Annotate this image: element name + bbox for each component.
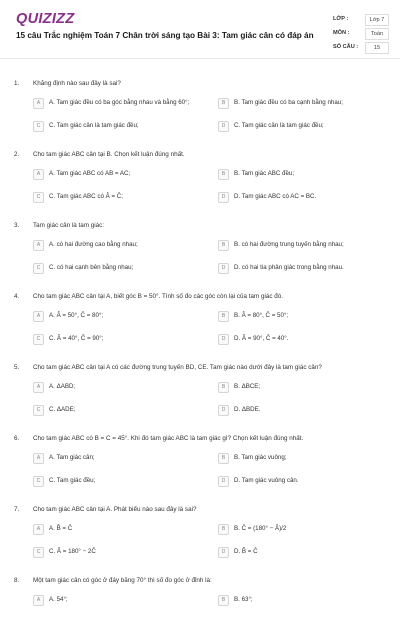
answer-option-a[interactable] — [33, 97, 198, 109]
option-letter-badge: A — [33, 169, 44, 180]
option-letter-badge: A — [33, 98, 44, 109]
question-number: 8. — [14, 577, 20, 584]
question-block — [0, 216, 400, 287]
option-letter-badge: D — [218, 405, 229, 416]
question-block — [0, 287, 400, 358]
option-text: D. có hai tia phân giác trong bằng nhau. — [234, 264, 344, 271]
question-text: Cho tam giác ABC cân tại A. Phát biểu nào sau đây là sai? — [33, 506, 197, 513]
answer-option-b[interactable] — [218, 310, 383, 322]
option-letter-badge: A — [33, 311, 44, 322]
option-text: C. ΔADE; — [49, 406, 76, 413]
option-letter-badge: C — [33, 263, 44, 274]
answer-option-b[interactable] — [218, 97, 383, 109]
option-text: D. B̂ = Ĉ — [234, 548, 258, 555]
option-letter-badge: A — [33, 453, 44, 464]
option-letter-badge: D — [218, 476, 229, 487]
answer-option-d[interactable] — [218, 191, 383, 203]
answer-option-d[interactable] — [218, 120, 383, 132]
option-text: A. B̂ = Ĉ — [49, 525, 73, 532]
question-number: 2. — [14, 151, 20, 158]
answer-option-c[interactable] — [33, 120, 198, 132]
option-text: B. Tam giác vuông; — [234, 454, 287, 461]
option-text: C. Â = 180° − 2Ĉ — [49, 548, 96, 555]
answer-option-a[interactable] — [33, 523, 198, 535]
answer-option-a[interactable] — [33, 594, 198, 606]
option-letter-badge: C — [33, 334, 44, 345]
question-block — [0, 571, 400, 642]
option-text: D. Â = 90°, Ĉ = 40°. — [234, 335, 289, 342]
answer-option-a[interactable] — [33, 310, 198, 322]
meta-value-count: 15 — [365, 42, 389, 54]
meta-label-subject: MÔN : — [333, 30, 350, 36]
option-letter-badge: D — [218, 334, 229, 345]
option-text: D. Tam giác ABC có AC = BC. — [234, 193, 317, 200]
option-text: C. Tam giác ABC có Â = Ĉ; — [49, 193, 123, 200]
answer-option-b[interactable] — [218, 594, 383, 606]
quiz-meta — [333, 14, 393, 56]
meta-row-count — [333, 42, 393, 56]
option-letter-badge: C — [33, 547, 44, 558]
quizizz-logo[interactable]: QUIZIZZ — [16, 11, 75, 27]
answer-option-d[interactable] — [218, 475, 383, 487]
option-letter-badge: B — [218, 453, 229, 464]
question-text: Cho tam giác ABC cân tại A có các đường trung tuyến BD, CE. Tam giác nào dưới đây là tam giác cân? — [33, 364, 322, 371]
option-text: B. ΔBCE; — [234, 383, 261, 390]
option-letter-badge: C — [33, 405, 44, 416]
answer-option-b[interactable] — [218, 239, 383, 251]
option-letter-badge: C — [33, 476, 44, 487]
option-text: B. Tam giác ABC đều; — [234, 170, 295, 177]
question-text: Tam giác cân là tam giác: — [33, 222, 105, 229]
option-letter-badge: B — [218, 169, 229, 180]
page-title: 15 câu Trắc nghiệm Toán 7 Chân trời sáng tạo Bài 3: Tam giác cân có đáp án — [16, 31, 314, 40]
question-list — [0, 74, 400, 642]
option-text: A. Tam giác ABC có AB = AC; — [49, 170, 131, 177]
answer-option-c[interactable] — [33, 546, 198, 558]
option-text: A. Tam giác cân; — [49, 454, 95, 461]
question-block — [0, 500, 400, 571]
option-letter-badge: D — [218, 192, 229, 203]
option-text: A. Â = 50°, Ĉ = 80°; — [49, 312, 104, 319]
meta-label-count: SỐ CÂU : — [333, 44, 359, 50]
option-letter-badge: C — [33, 121, 44, 132]
answer-option-a[interactable] — [33, 452, 198, 464]
option-text: C. Tam giác cân là tam giác đều; — [49, 122, 139, 129]
answer-option-c[interactable] — [33, 475, 198, 487]
answer-option-c[interactable] — [33, 191, 198, 203]
question-number: 5. — [14, 364, 20, 371]
answer-option-d[interactable] — [218, 546, 383, 558]
option-letter-badge: B — [218, 311, 229, 322]
meta-value-subject: Toán — [365, 28, 389, 40]
answer-option-b[interactable] — [218, 452, 383, 464]
question-block — [0, 145, 400, 216]
option-letter-badge: D — [218, 263, 229, 274]
meta-label-grade: LỚP : — [333, 16, 349, 22]
question-number: 3. — [14, 222, 20, 229]
answer-option-a[interactable] — [33, 168, 198, 180]
option-text: C. Tam giác cân là tam giác đều; — [234, 122, 324, 129]
option-letter-badge: D — [218, 121, 229, 132]
answer-option-d[interactable] — [218, 262, 383, 274]
question-text: Cho tam giác ABC có B̂ = Ĉ = 45°. Khi đó tam giác ABC là tam giác gì? Chọn kết luận đúng nhất. — [33, 435, 304, 442]
answer-option-b[interactable] — [218, 523, 383, 535]
option-letter-badge: B — [218, 595, 229, 606]
option-text: B. Â = 80°, Ĉ = 50°; — [234, 312, 289, 319]
answer-option-a[interactable] — [33, 381, 198, 393]
question-number: 1. — [14, 80, 20, 87]
option-text: B. Ĉ = (180° − Â)/2 — [234, 525, 287, 532]
option-text: D. Tam giác vuông cân. — [234, 477, 299, 484]
quiz-header — [0, 0, 400, 59]
option-text: A. 54°; — [49, 596, 68, 603]
answer-option-b[interactable] — [218, 381, 383, 393]
option-letter-badge: B — [218, 524, 229, 535]
answer-option-a[interactable] — [33, 239, 198, 251]
meta-row-grade — [333, 14, 393, 28]
question-block — [0, 74, 400, 145]
question-number: 6. — [14, 435, 20, 442]
option-text: C. Â = 40°, Ĉ = 90°; — [49, 335, 104, 342]
question-block — [0, 358, 400, 429]
option-text: D. ΔBDE. — [234, 406, 261, 413]
option-letter-badge: A — [33, 382, 44, 393]
option-letter-badge: A — [33, 524, 44, 535]
answer-option-d[interactable] — [218, 333, 383, 345]
meta-value-grade: Lớp 7 — [365, 14, 389, 26]
question-block — [0, 429, 400, 500]
option-letter-badge: B — [218, 98, 229, 109]
option-text: A. có hai đường cao bằng nhau; — [49, 241, 138, 248]
option-letter-badge: B — [218, 240, 229, 251]
meta-row-subject — [333, 28, 393, 42]
option-text: C. có hai cạnh bên bằng nhau; — [49, 264, 134, 271]
option-letter-badge: D — [218, 547, 229, 558]
option-text: B. Tam giác đều có ba cạnh bằng nhau; — [234, 99, 343, 106]
answer-option-d[interactable] — [218, 404, 383, 416]
option-letter-badge: C — [33, 192, 44, 203]
answer-option-c[interactable] — [33, 404, 198, 416]
question-text: Khẳng định nào sau đây là sai? — [33, 80, 121, 87]
option-text: A. Tam giác đều có ba góc bằng nhau và bằng 60°; — [49, 99, 190, 106]
option-letter-badge: A — [33, 240, 44, 251]
question-text: Cho tam giác ABC cân tại B. Chọn kết luận đúng nhất. — [33, 151, 185, 158]
option-text: B. 63°; — [234, 596, 253, 603]
option-text: A. ΔABD; — [49, 383, 76, 390]
question-number: 7. — [14, 506, 20, 513]
answer-option-c[interactable] — [33, 333, 198, 345]
question-text: Một tam giác cân có góc ở đáy bằng 70° thì số đo góc ở đỉnh là: — [33, 577, 212, 584]
question-text: Cho tam giác ABC cân tại A, biết góc B = 50°. Tính số đo các góc còn lại của tam giác đó. — [33, 293, 284, 300]
option-text: B. có hai đường trung tuyến bằng nhau; — [234, 241, 344, 248]
answer-option-c[interactable] — [33, 262, 198, 274]
option-letter-badge: B — [218, 382, 229, 393]
question-number: 4. — [14, 293, 20, 300]
option-text: C. Tam giác đều; — [49, 477, 96, 484]
answer-option-b[interactable] — [218, 168, 383, 180]
option-letter-badge: A — [33, 595, 44, 606]
